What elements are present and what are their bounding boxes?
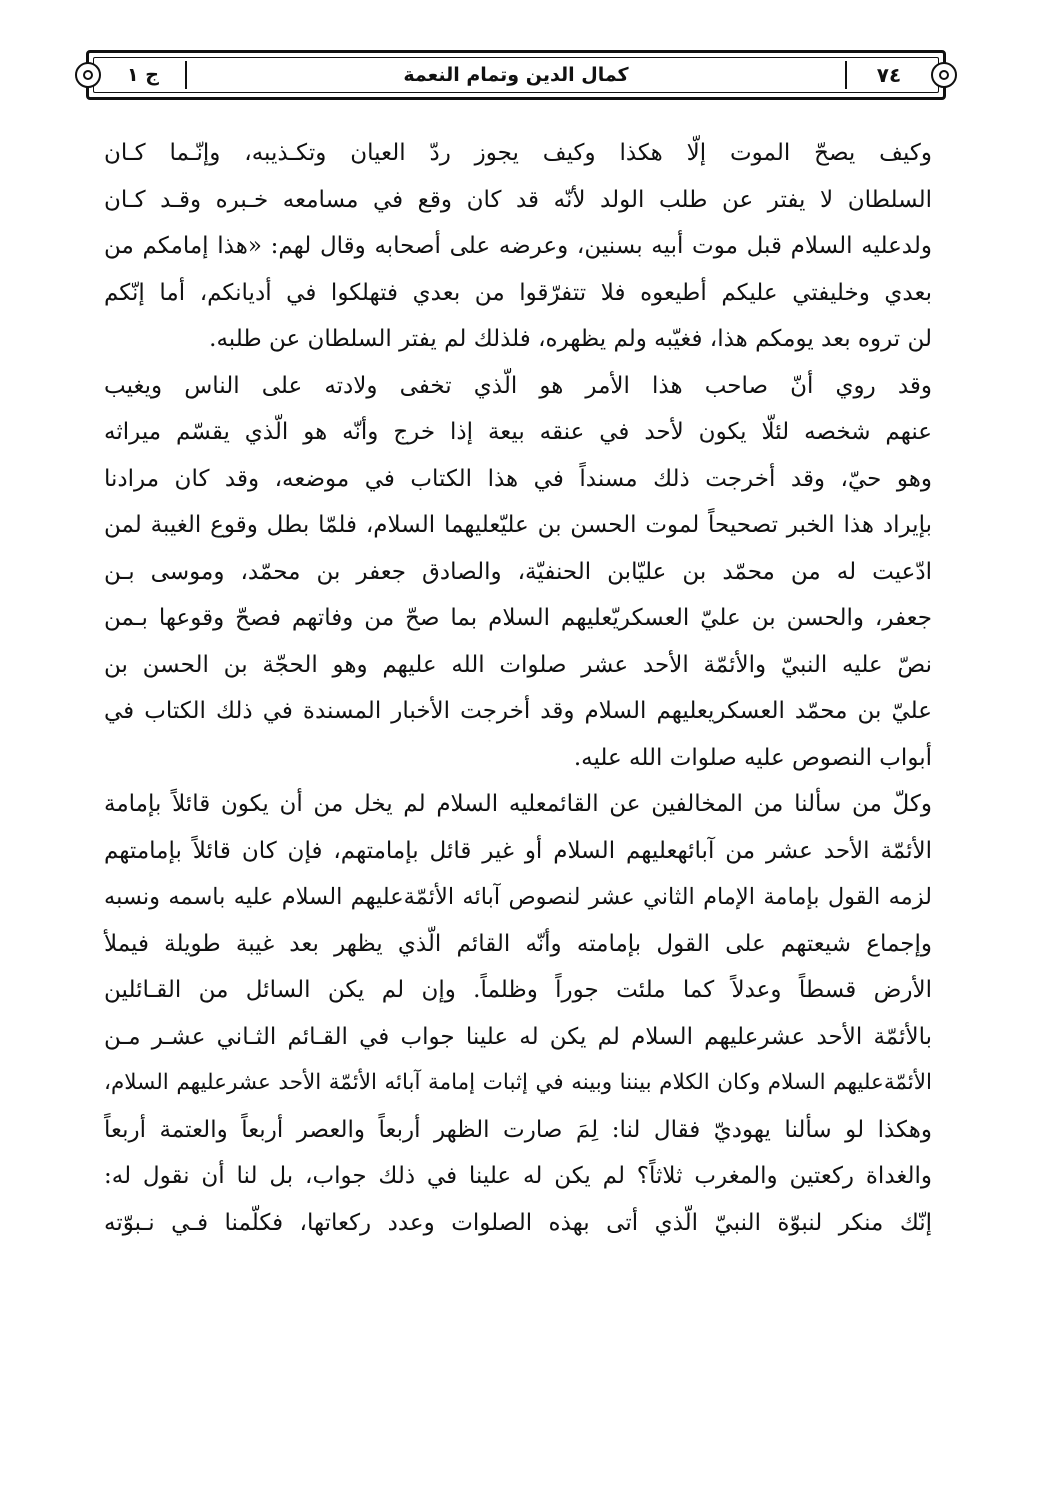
text-line: وهكذا لو سألنا يهوديّ فقال لنا: لِمَ صارت الظهر أربعاً والعصر أربعاً والعتمة أربعاً [104,1116,932,1143]
text-line: عليّ بن محمّد العسكريعليهم السلام وقد أخرجت الأخبار المسندة في ذلك الكتاب في [104,698,932,724]
text-line: لن تروه بعد يومكم هذا، فغيّبه ولم يظهره، فلذلك لم يفتر السلطان عن طلبه. [209,326,932,352]
text-line: لزمه القول بإمامة الإمام الثاني عشر لنصوص آبائه الأئمّةعليهم السلام عليه باسمه ونسبه [104,884,932,910]
text-line: بعدي وخليفتي عليكم أطيعوه فلا تتفرّقوا من بعدي فتهلكوا في أديانكم، أما إنّكم [104,279,932,306]
book-title: كمال الدين وتمام النعمة [403,64,629,86]
text-line: وقد روي أنّ صاحب هذا الأمر هو الّذي تخفى ولادته على الناس ويغيب [104,372,932,399]
text-line: عنهم شخصه لئلّا يكون لأحد في عنقه بيعة إذا خرج وأنّه هو الّذي يقسّم ميراثه [104,419,933,445]
ornament-right-icon [931,62,957,88]
header-divider-left [185,61,187,89]
text-line: بالأئمّة الأحد عشرعليهم السلام لم يكن له علينا جواب في القـائم الثـاني عشـر مـن [104,1023,932,1050]
text-line: وهو حيّ، وقد أخرجت ذلك مسنداً في هذا الكتاب في موضعه، وقد كان مرادنا [104,465,932,492]
page-body [104,130,932,1246]
header-divider-right [845,61,847,89]
text-line: أبواب النصوص عليه صلوات الله عليه. [573,744,932,771]
text-line: ادّعيت له من محمّد بن عليّابن الحنفيّة، والصادق جعفر بن محمّد، وموسى بـن [104,558,932,585]
text-line: نصّ عليه النبيّ والأئمّة الأحد عشر صلوات الله عليهم وهو الحجّة بن الحسن بن [104,651,932,678]
text-line: الأئمّةعليهم السلام وكان الكلام بيننا وبينه في إثبات إمامة آبائه الأئمّة الأحد عشرعليهم السلام، [104,1070,932,1095]
text-line: السلطان لا يفتر عن طلب الولد لأنّه قد كان وقع في مسامعه خـبره وقـد كـان [104,186,932,213]
page-number: ٧٤ [876,63,902,87]
text-line: الأرض قسطاً وعدلاً كما ملئت جوراً وظلماً. وإن لم يكن السائل من القـائلين [104,977,932,1003]
running-header [86,50,946,100]
text-line: الأئمّة الأحد عشر من آبائهعليهم السلام أو غير قائل بإمامتهم، فإن كان قائلاً بإمامتهم [104,837,932,864]
text-line: بإيراد هذا الخبر تصحيحاً لموت الحسن بن عليّعليهما السلام، فلمّا بطل وقوع الغيبة لمن [104,512,932,538]
text-line: جعفر، والحسن بن عليّ العسكريّعليهم السلام بما صحّ من وفاتهم فصحّ وقوعها بـمن [104,605,932,631]
text-line: وإجماع شيعتهم على القول بإمامته وأنّه القائم الّذي يظهر بعد غيبة طويلة فيملأ [104,930,932,957]
text-line: وكيف يصحّ الموت إلّا هكذا وكيف يجوز ردّ العيان وتكـذيبه، وإنّـما كـان [104,140,932,166]
text-line: والغداة ركعتين والمغرب ثلاثاً؟ لم يكن له علينا في ذلك جواب، بل لنا أن نقول له: [104,1163,932,1189]
text-line: وكلّ من سألنا من المخالفين عن القائمعليه السلام لم يخل من أن يكون قائلاً بإمامة [104,791,932,817]
volume-mark: ج ١ [127,64,159,86]
text-line: إنّك منكر لنبوّة النبيّ الّذي أتى بهذه الصلوات وعدد ركعاتها، فكلّمنا فـي نـبوّته [104,1209,932,1236]
text-line: ولدعليه السلام قبل موت أبيه بسنين، وعرضه على أصحابه وقال لهم: «هذا إمامكم من [104,233,932,259]
ornament-left-icon [75,62,101,88]
